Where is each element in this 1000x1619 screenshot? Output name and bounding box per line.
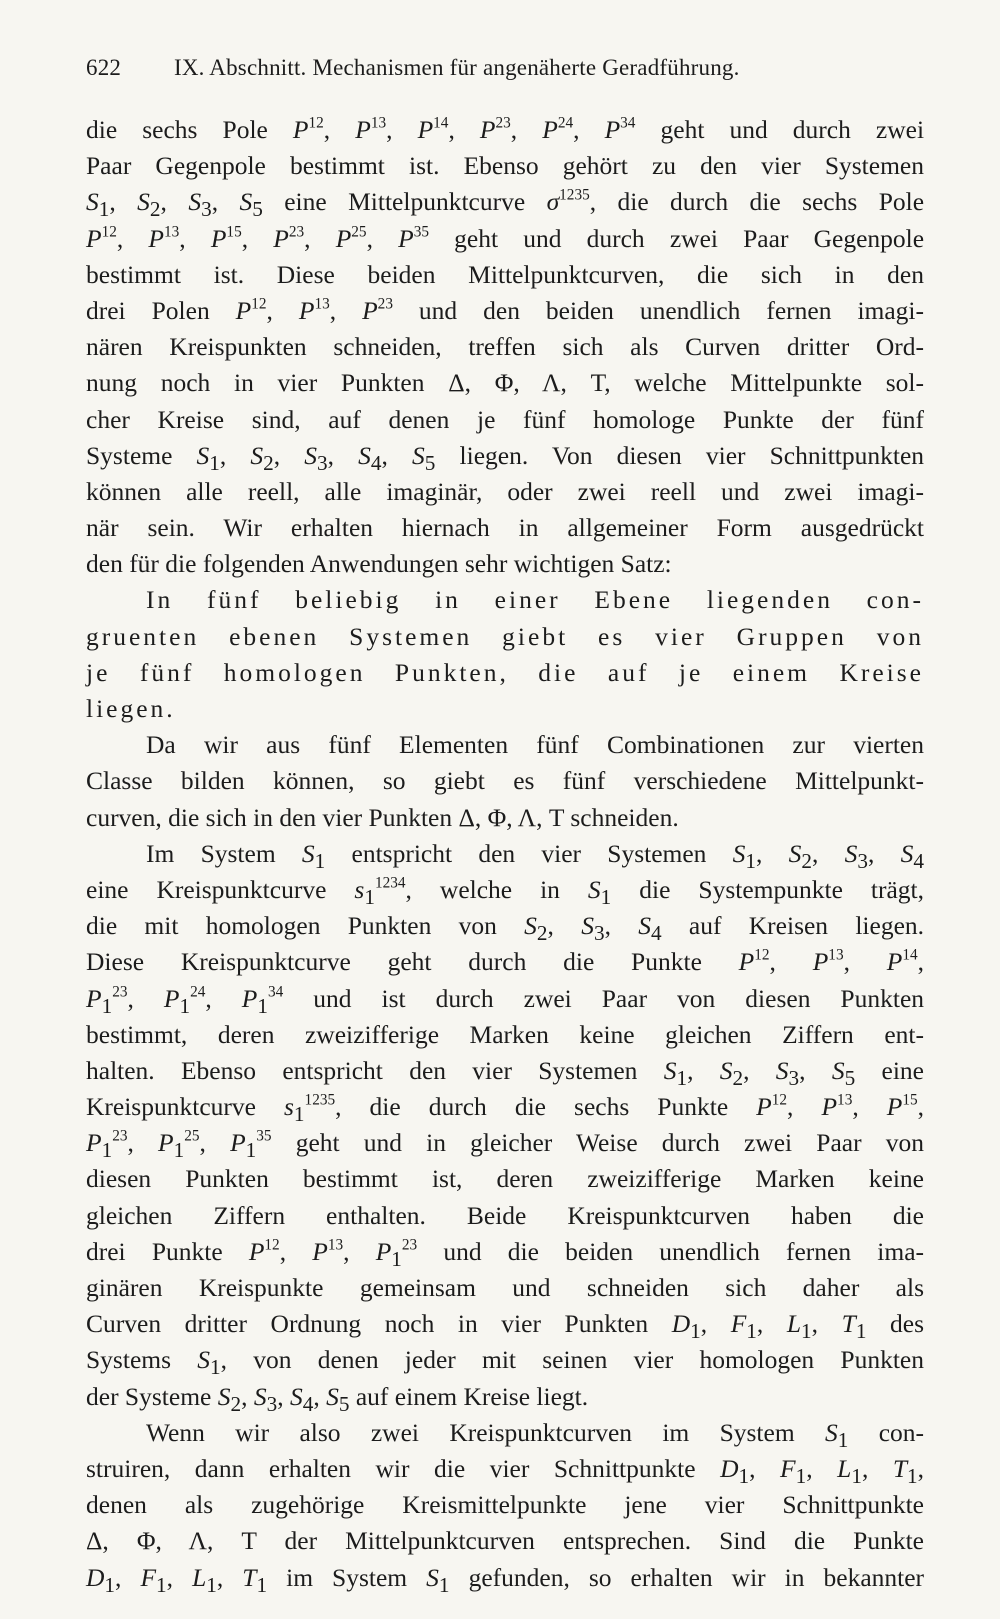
text-line: denen als zugehörige Kreismittelpunkte jene vier Schnittpunkte [86, 1490, 924, 1520]
text-line: die sechs Pole $P^{12}$, $P^{13}$, $P^{14}$, $P^{23}$, $P^{24}$, $P^{34}$ geht und durch zwei [86, 114, 925, 144]
text-line: Da wir aus fünf Elementen fünf Combinationen zur vierten [146, 730, 924, 760]
text-line: drei Punkte $P^{12}$, $P^{13}$, $P_1^{23}$ und die beiden unendlich fernen ima- [86, 1236, 925, 1271]
text-line: Paar Gegenpole bestimmt ist. Ebenso gehört zu den vier Systemen [86, 151, 924, 181]
text-line: Wenn wir also zwei Kreispunktcurven im System $S_1$ con- [146, 1417, 925, 1452]
text-line: Δ, Φ, Λ, T der Mittelpunktcurven entsprechen. Sind die Punkte [86, 1526, 924, 1556]
text-line: $D_1$, $F_1$, $L_1$, $T_1$ im System $S_1$ gefunden, so erhalten wir in bekannter [86, 1562, 925, 1597]
text-line: $P_1^{23}$, $P_1^{25}$, $P_1^{35}$ geht und in gleicher Weise durch zwei Paar von [86, 1127, 924, 1163]
text-line: Classe bilden können, so giebt es fünf verschiedene Mittelpunkt- [86, 766, 924, 796]
text-line: nären Kreispunkten schneiden, treffen sich als Curven dritter Ord- [86, 332, 924, 362]
text-line: bestimmt ist. Diese beiden Mittelpunktcurven, die sich in den [86, 259, 924, 289]
page-number: 622 [86, 55, 122, 80]
text-line: cher Kreise sind, auf denen je fünf homologe Punkte der fünf [86, 404, 924, 434]
text-line: Kreispunktcurve $s_1^{1235}$, die durch die sechs Punkte $P^{12}$, $P^{13}$, $P^{15}$, [86, 1091, 925, 1127]
running-header [86, 55, 926, 81]
text-line: bestimmt, deren zweizifferige Marken keine gleichen Ziffern ent- [86, 1019, 924, 1049]
text-line: diesen Punkten bestimmt ist, deren zweizifferige Marken keine [86, 1164, 924, 1194]
text-line: $P^{12}$, $P^{13}$, $P^{15}$, $P^{23}$, $P^{25}$, $P^{35}$ geht und durch zwei Paar Gegenpole [86, 222, 925, 253]
text-line: Curven dritter Ordnung noch in vier Punkten $D_1$, $F_1$, $L_1$, $T_1$ des [86, 1309, 925, 1344]
text-line: den für die folgenden Anwendungen sehr wichtigen Satz: [86, 549, 672, 579]
text-line: gruenten ebenen Systemen giebt es vier Gruppen von [86, 621, 924, 651]
text-line: Diese Kreispunktcurve geht durch die Punkte $P^{12}$, $P^{13}$, $P^{14}$, [86, 946, 925, 977]
text-line: liegen. [86, 694, 176, 723]
text-line: nung noch in vier Punkten Δ, Φ, Λ, T, welche Mittelpunkte sol- [86, 368, 924, 398]
text-line: In fünf beliebig in einer Ebene liegenden con- [146, 585, 924, 615]
text-line: halten. Ebenso entspricht den vier Systemen $S_1$, $S_2$, $S_3$, $S_5$ eine [86, 1055, 924, 1090]
running-title: IX. Abschnitt. Mechanismen für angenäherte Geradführung. [174, 55, 740, 80]
text-line: gleichen Ziffern enthalten. Beide Kreispunktcurven haben die [86, 1200, 924, 1230]
text-line: struiren, dann erhalten wir die vier Schnittpunkte $D_1$, $F_1$, $L_1$, $T_1$, [86, 1453, 925, 1489]
text-line: $S_1$, $S_2$, $S_3$, $S_5$ eine Mittelpunktcurve $\sigma^{1235}$, die durch die sechs Pole [86, 186, 925, 222]
text-line: curven, die sich in den vier Punkten Δ, Φ, Λ, T schneiden. [86, 802, 679, 832]
text-line: eine Kreispunktcurve $s_1^{1234}$, welche in $S_1$ die Systempunkte trägt, [86, 874, 924, 910]
text-line: können alle reell, alle imaginär, oder zwei reell und zwei imagi- [86, 476, 924, 506]
text-line: drei Polen $P^{12}$, $P^{13}$, $P^{23}$ und den beiden unendlich fernen imagi- [86, 295, 925, 325]
text-line: die mit homologen Punkten von $S_2$, $S_3$, $S_4$ auf Kreisen liegen. [86, 911, 925, 946]
text-line: $P_1^{23}$, $P_1^{24}$, $P_1^{34}$ und ist durch zwei Paar von diesen Punkten [86, 982, 925, 1018]
text-line: Im System $S_1$ entspricht den vier Systemen $S_1$, $S_2$, $S_3$, $S_4$ [146, 838, 925, 873]
text-line: Systeme $S_1$, $S_2$, $S_3$, $S_4$, $S_5$ liegen. Von diesen vier Schnittpunkten [86, 440, 925, 475]
text-line: när sein. Wir erhalten hiernach in allgemeiner Form ausgedrückt [86, 513, 924, 543]
text-line: ginären Kreispunkte gemeinsam und schneiden sich daher als [86, 1273, 924, 1302]
text-line: der Systeme $S_2$, $S_3$, $S_4$, $S_5$ auf einem Kreise liegt. [86, 1381, 589, 1416]
body-text [86, 112, 924, 1596]
text-line: Systems $S_1$, von denen jeder mit seinen vier homologen Punkten [86, 1345, 924, 1380]
text-line: je fünf homologen Punkten, die auf je einem Kreise [86, 657, 924, 687]
